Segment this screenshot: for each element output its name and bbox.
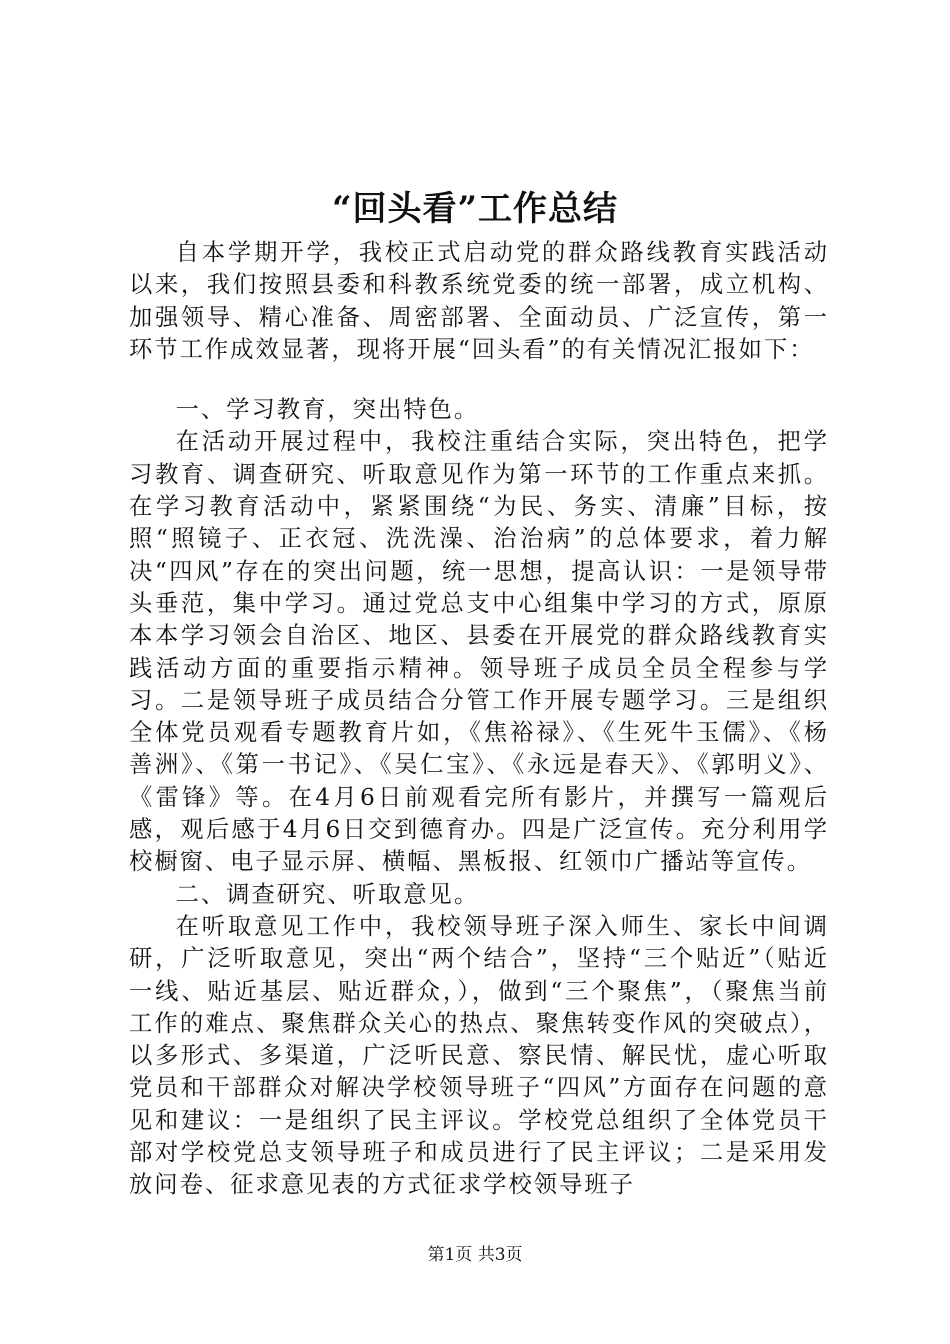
document-title: “回头看”工作总结	[331, 189, 619, 229]
section-1-paragraph: 在活动开展过程中，我校注重结合实际，突出特色，把学习教育、调查研究、听取意见作为第一环节的工作重点来抓。在学习教育活动中，紧紧围绕“为民、务实、清廉”目标，按照“照镜子、正衣冠、洗洗澡、治治病”的总体要求，着力解决“四风”存在的突出问题，统一思想，提高认识：一是领导带头垂范，集中学习。通过党总支中心组集中学习的方式，原原本本学习领会自治区、地区、县委在开展党的群众路线教育实践活动方面的重要指示精神。领导班子成员全员全程参与学习。二是领导班子成员结合分管工作开展专题学习。三是组织全体党员观看专题教育片如，《焦裕禄》、《生死牛玉儒》、《杨善洲》、《第一书记》、《吴仁宝》、《永远是春天》、《郭明义》、《雷锋》等。在4月6日前观看完所有影片，并撰写一篇观后感，观后感于4月6日交到德育办。四是广泛宣传。充分利用学校橱窗、电子显示屏、横幅、黑板报、红领巾广播站等宣传。	[129, 428, 829, 876]
section-2-paragraph: 在听取意见工作中，我校领导班子深入师生、家长中间调研，广泛听取意见，突出“两个结合”，坚持“三个贴近”（贴近一线、贴近基层、贴近群众，），做到“三个聚焦”，（聚焦当前工作的难点、聚焦群众关心的热点、聚焦转变作风的突破点），以多形式、多渠道，广泛听民意、察民情、解民忧，虚心听取党员和干部群众对解决学校领导班子“四风”方面存在问题的意见和建议：一是组织了民主评议。学校党总组织了全体党员干部对学校党总支领导班子和成员进行了民主评议；二是采用发放问卷、征求意见表的方式征求学校领导班子	[129, 912, 829, 1199]
page-footer: 第1页 共3页	[427, 1245, 523, 1265]
document-body	[129, 237, 829, 1202]
section-heading-1: 一、学习教育，突出特色。	[175, 396, 480, 424]
section-heading-2: 二、调查研究、听取意见。	[175, 880, 480, 908]
intro-paragraph: 自本学期开学，我校正式启动党的群众路线教育实践活动以来，我们按照县委和科教系统党委的统一部署，成立机构、加强领导、精心准备、周密部署、全面动员、广泛宣传，第一环节工作成效显著，现将开展“回头看”的有关情况汇报如下：	[129, 239, 829, 363]
